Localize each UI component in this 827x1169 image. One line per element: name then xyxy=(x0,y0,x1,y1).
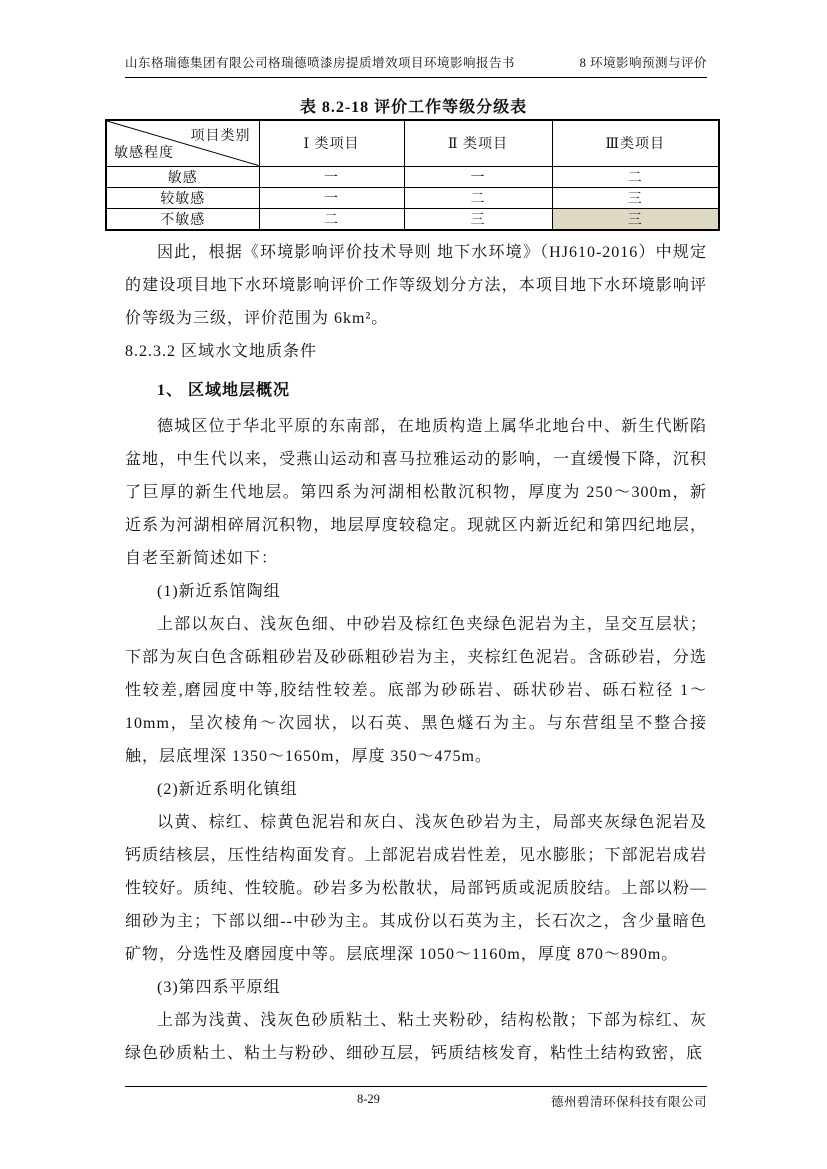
subsection-heading-regional-strata: 1、 区域地层概况 xyxy=(157,382,291,399)
item-heading-minghuazhen: (2)新近系明化镇组 xyxy=(157,781,298,798)
column-header-class3: Ⅲ类项目 xyxy=(552,120,719,166)
table-caption: 表 8.2-18 评价工作等级分级表 xyxy=(299,99,528,116)
corner-label-sensitivity: 敏感程度 xyxy=(114,145,174,161)
table-row xyxy=(106,208,719,230)
column-header-class1: Ⅰ 类项目 xyxy=(259,120,404,166)
item-heading-guantao: (1)新近系馆陶组 xyxy=(157,583,281,600)
paragraph-guantao: 上部以灰白、浅灰色细、中砂岩及棕红色夹绿色泥岩为主，呈交互层状；下部为灰白色含砾粗砂岩及砂砾粗砂岩为主，夹棕红色泥岩。含砾砂岩，分选性较差,磨园度中等,胶结性较差。底部为砂砾岩、砾状砂岩、砾石粒径 1～10mm，呈次棱角～次园状，以石英、黑色燧石为主。与东营组呈不整合接触，层底埋深 1350～1650m，厚度 350～475m。 xyxy=(125,616,707,765)
header-chapter-title: 8 环境影响预测与评价 xyxy=(579,56,707,70)
item-heading-pingyuan: (3)第四系平原组 xyxy=(157,979,281,996)
table-cell: 一 xyxy=(259,187,404,208)
column-header-class2: Ⅱ 类项目 xyxy=(404,120,552,166)
document-body xyxy=(125,236,707,1070)
section-heading-8232: 8.2.3.2 区域水文地质条件 xyxy=(125,343,318,360)
grading-table xyxy=(105,119,720,231)
row-label: 不敏感 xyxy=(106,208,259,230)
highlighted-cell: 三 xyxy=(552,208,719,230)
paragraph-regional-overview: 德城区位于华北平原的东南部，在地质构造上属华北地台中、新生代断陷盆地，中生代以来，受燕山运动和喜马拉雅运动的影响，一直缓慢下降，沉积了巨厚的新生代地层。第四系为河湖相松散沉积物，厚度为 250～300m，新近系为河湖相碎屑沉积物，地层厚度较稳定。现就区内新近纪和第四纪地层，自老至新简述如下： xyxy=(125,418,707,567)
paragraph-conclusion: 因此，根据《环境影响评价技术导则 地下水环境》（HJ610-2016）中规定的建设项目地下水环境影响评价工作等级划分方法，本项目地下水环境影响评价等级为三级，评价范围为 6km²。 xyxy=(125,244,707,327)
paragraph-pingyuan: 上部为浅黄、浅灰色砂质粘土、粘土夹粉砂，结构松散；下部为棕红、灰绿色砂质粘土、粘土与粉砂、细砂互层，钙质结核发育，粘性土结构致密，底 xyxy=(125,1012,707,1062)
table-row xyxy=(106,166,719,187)
table-header-row xyxy=(106,120,719,166)
table-cell: 三 xyxy=(404,208,552,230)
paragraph-minghuazhen: 以黄、棕红、棕黄色泥岩和灰白、浅灰色砂岩为主，局部夹灰绿色泥岩及钙质结核层，压性结构面发育。上部泥岩成岩性差，见水膨胀；下部泥岩成岩性较好。质纯、性较脆。砂岩多为松散状，局部钙质或泥质胶结。上部以粉—细砂为主；下部以细--中砂为主。其成份以石英为主，长石次之，含少量暗色矿物，分选性及磨园度中等。层底埋深 1050～1160m，厚度 870～890m。 xyxy=(125,814,707,963)
row-label: 较敏感 xyxy=(106,187,259,208)
page-footer xyxy=(125,1086,707,1114)
table-cell: 二 xyxy=(404,187,552,208)
table-row xyxy=(106,187,719,208)
table-cell: 一 xyxy=(404,166,552,187)
corner-label-project-category: 项目类别 xyxy=(190,129,251,144)
table-cell: 一 xyxy=(259,166,404,187)
page-number: 8-29 xyxy=(357,1092,380,1106)
header-report-title: 山东格瑞德集团有限公司格瑞德喷漆房提质增效项目环境影响报告书 xyxy=(125,56,516,70)
table-corner-cell xyxy=(106,120,259,166)
row-label: 敏感 xyxy=(106,166,259,187)
page-header xyxy=(125,53,707,78)
table-cell: 二 xyxy=(552,166,719,187)
footer-company-name: 德州碧清环保科技有限公司 xyxy=(550,1095,707,1109)
table-cell: 二 xyxy=(259,208,404,230)
table-cell: 三 xyxy=(552,187,719,208)
